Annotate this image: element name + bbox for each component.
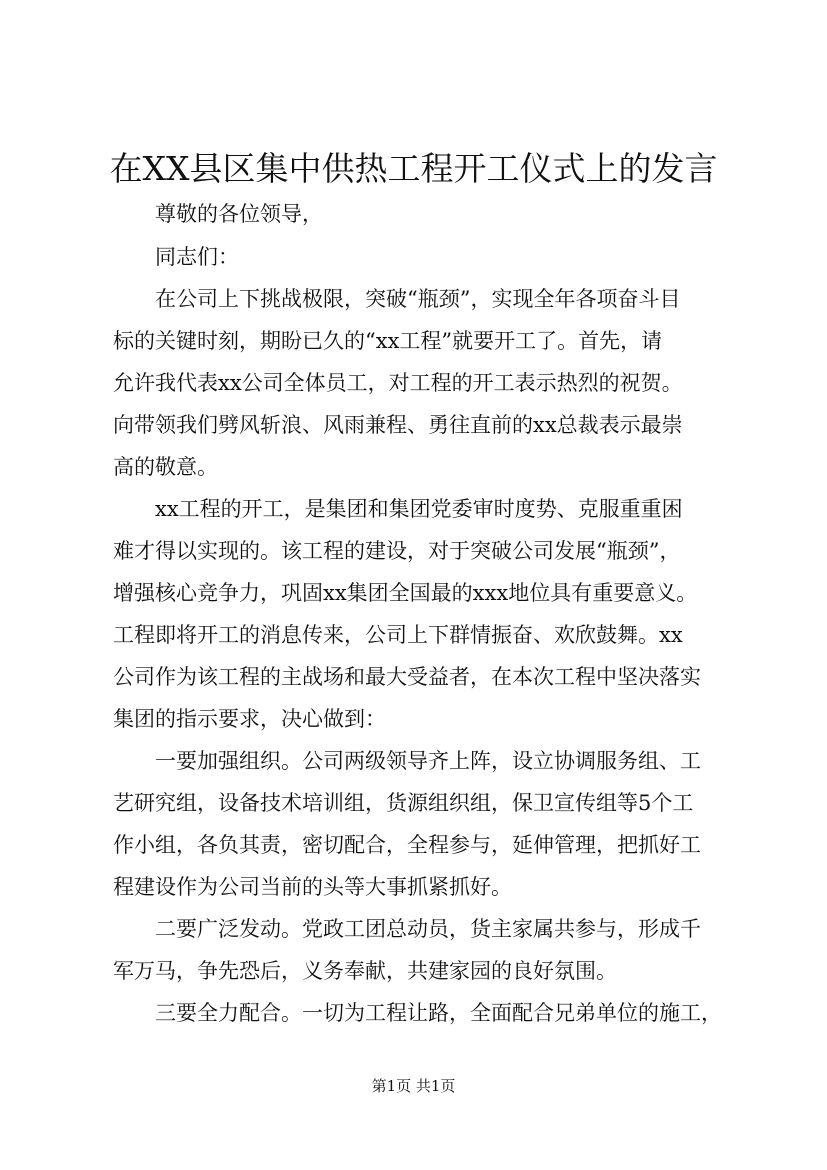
paragraph-line: 允许我代表xx公司全体员工，对工程的开工表示热烈的祝贺。: [113, 371, 683, 395]
salutation-line: 同志们：: [155, 245, 239, 269]
document-title: 在XX县区集中供热工程开工仪式上的发言: [109, 149, 718, 188]
paragraph-line: 增强核心竞争力，巩固xx集团全国最的xxx地位具有重要意义。: [113, 581, 698, 605]
page-footer: 第1页 共1页: [371, 1077, 456, 1095]
paragraph-line: 二要广泛发动。党政工团总动员，货主家属共参与，形成千: [155, 917, 701, 941]
paragraph-line: 在公司上下挑战极限，突破“瓶颈”，实现全年各项奋斗目: [155, 287, 681, 311]
paragraph-line: 集团的指示要求，决心做到：: [113, 707, 386, 731]
paragraph-line: 标的关键时刻，期盼已久的“xx工程”就要开工了。首先，请: [113, 329, 663, 353]
paragraph-line: 向带领我们劈风斩浪、风雨兼程、勇往直前的xx总裁表示最崇: [113, 413, 683, 437]
paragraph-line: 三要全力配合。一切为工程让路，全面配合兄弟单位的施工，: [155, 1001, 722, 1025]
paragraph-line: 工程即将开工的消息传来，公司上下群情振奋、欢欣鼓舞。xx: [113, 623, 683, 647]
paragraph-line: 程建设作为公司当前的头等大事抓紧抓好。: [113, 875, 512, 899]
paragraph-line: xx工程的开工，是集团和集团党委审时度势、克服重重困: [155, 497, 683, 521]
paragraph-line: 高的敬意。: [113, 455, 218, 479]
paragraph-line: 艺研究组，设备技术培训组，货源组织组，保卫宣传组等5个工: [113, 791, 694, 815]
salutation-line: 尊敬的各位领导，: [155, 202, 323, 226]
paragraph-line: 难才得以实现的。该工程的建设，对于突破公司发展“瓶颈”，: [113, 539, 681, 563]
paragraph-line: 公司作为该工程的主战场和最大受益者，在本次工程中坚决落实: [113, 665, 701, 689]
paragraph-line: 一要加强组织。公司两级领导齐上阵，设立协调服务组、工: [155, 749, 701, 773]
paragraph-line: 作小组，各负其责，密切配合，全程参与，延伸管理，把抓好工: [113, 833, 701, 857]
paragraph-line: 军万马，争先恐后，义务奉献，共建家园的良好氛围。: [113, 959, 617, 983]
